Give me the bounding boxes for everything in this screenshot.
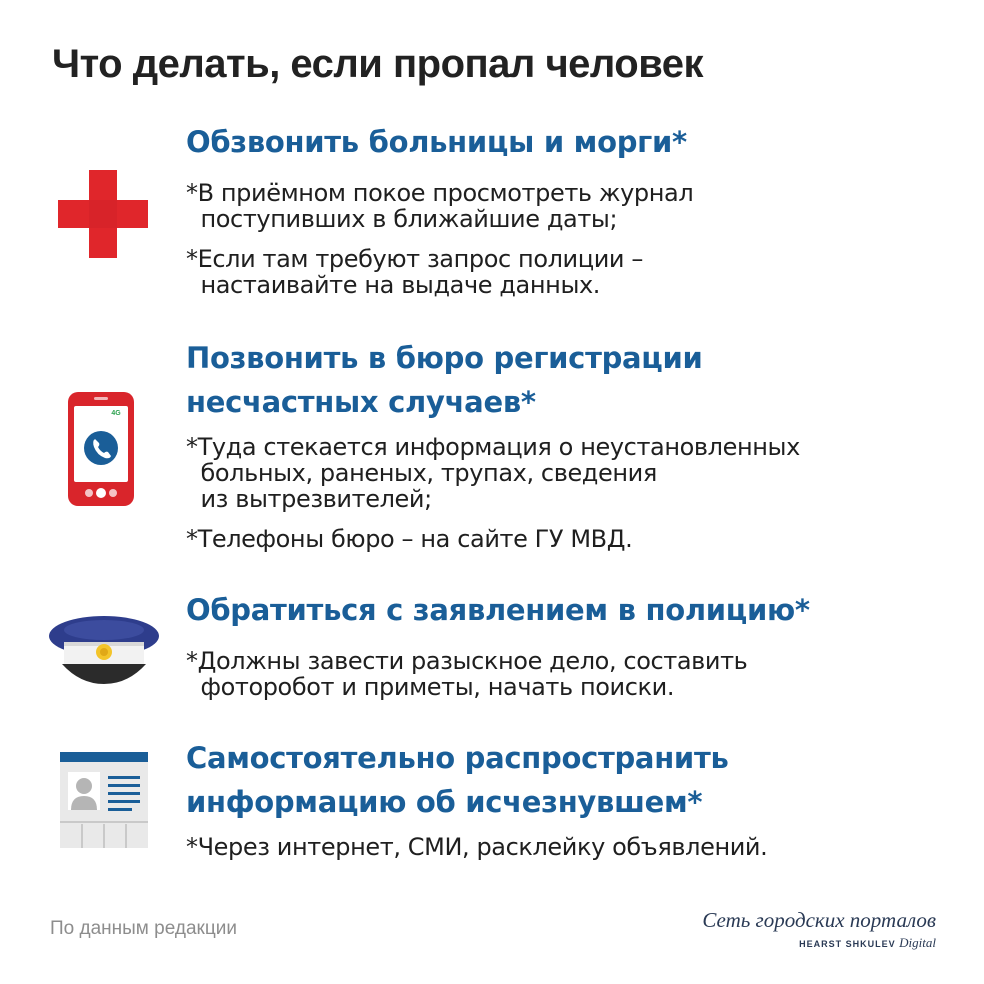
section-heading [186,336,703,424]
heading-line: информацию об исчезнувшем* [186,785,703,819]
heading-line: Обратиться с заявлением в полицию* [186,593,810,627]
logo-sub-text [799,935,936,951]
section-note: *Телефоны бюро – на сайте ГУ МВД. [186,525,633,553]
page-title: Что делать, если пропал человек [52,42,704,86]
source-note: По данным редакции [50,918,237,939]
section-heading [186,120,687,164]
phone-badge: 4G [111,410,121,417]
heading-line: Обзвонить больницы и морги* [186,125,687,159]
logo-sub-brand: HEARST SHKULEV [799,939,896,949]
publisher-logo [702,908,940,958]
heading-line: Самостоятельно распространить [186,741,729,775]
section-note: *В приёмном покое просмотреть журнал поступивших в ближайшие даты; [186,179,694,233]
section-note: *Если там требуют запрос полиции – настаивайте на выдаче данных. [186,245,643,299]
police-cap-icon [48,612,160,684]
heading-line: Позвонить в бюро регистрации [186,341,703,375]
id-card-icon [60,752,148,848]
section-note: *Туда стекается информация о неустановленных больных, раненых, трупах, сведения из вытрезвителей; [186,433,800,513]
red-cross-icon [58,170,148,258]
heading-line: несчастных случаев* [186,385,536,419]
section-heading [186,736,729,824]
logo-sub-italic: Digital [899,935,936,950]
section-note: *Должны завести разыскное дело, составить фоторобот и приметы, начать поиски. [186,647,748,701]
section-note: *Через интернет, СМИ, расклейку объявлений. [186,833,768,861]
section-heading [186,588,810,632]
logo-main-text: Сеть городских порталов [702,908,936,932]
mobile-phone-icon [68,392,134,506]
